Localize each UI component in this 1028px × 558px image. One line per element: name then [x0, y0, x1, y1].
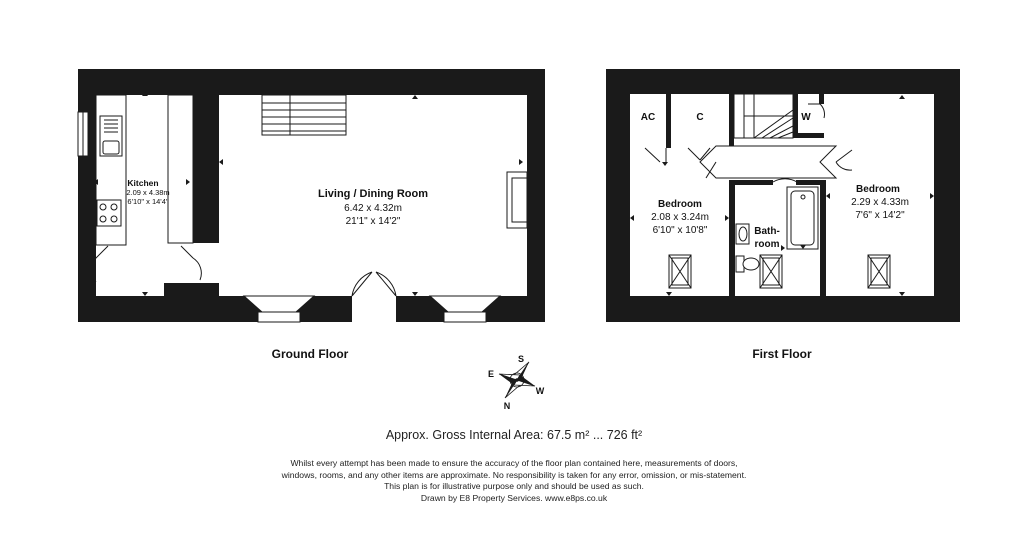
- ff-wall-left: [606, 69, 630, 322]
- ff-wall-ac-c: [666, 94, 671, 148]
- living-metric: 6.42 x 4.32m: [344, 203, 402, 214]
- bedroom2-imperial: 7'6" x 14'2": [855, 210, 905, 221]
- ff-wall-right: [934, 69, 960, 322]
- kitchen-counter-right: [168, 95, 193, 243]
- compass-e: E: [487, 369, 495, 379]
- kitchen-name: Kitchen: [127, 178, 159, 188]
- disclaimer-line: windows, rooms, and any other items are approximate. No responsibility is taken for any error, omission, or mis-statement.: [281, 469, 747, 480]
- ff-wall-c-stair: [729, 94, 734, 146]
- kitchen-imperial: 6'10" x 14'4": [127, 197, 169, 206]
- bedroom1-name: Bedroom: [658, 199, 702, 210]
- skylight-icon: [669, 255, 691, 288]
- skylight-icon: [868, 255, 890, 288]
- ac-label: AC: [640, 112, 656, 123]
- first-floor-plan: [606, 69, 960, 361]
- compass-n: N: [503, 401, 511, 411]
- bedroom2-name: Bedroom: [856, 184, 900, 195]
- landing-outline: [700, 146, 836, 178]
- staircase-icon: [262, 95, 346, 135]
- compass-icon: [499, 362, 535, 398]
- compass-w: W: [535, 386, 545, 396]
- ff-wall-bath-top: [729, 180, 773, 185]
- door-swing-icon: [773, 179, 797, 182]
- ff-wall-top: [606, 69, 960, 94]
- ff-wall-w-bottom: [793, 133, 824, 138]
- gf-wall-left: [78, 69, 96, 322]
- bedroom1-metric: 2.08 x 3.24m: [651, 212, 709, 223]
- w-label: W: [801, 112, 811, 123]
- door-swing-icon: [836, 150, 852, 170]
- gf-wall-internal-low: [193, 283, 219, 298]
- ff-wall-stair-w: [793, 94, 798, 138]
- gf-wall-stub: [164, 283, 196, 298]
- bedroom1-imperial: 6'10" x 10'8": [652, 225, 708, 236]
- c-label: C: [696, 112, 704, 123]
- gf-wall-top: [78, 69, 545, 95]
- ground-floor-plan: [78, 69, 545, 361]
- ground-floor-title: Ground Floor: [271, 347, 349, 361]
- gf-wall-internal: [193, 90, 219, 243]
- ff-wall-bath-top-r: [796, 180, 826, 185]
- kitchen-metric: 2.09 x 4.38m: [126, 188, 170, 197]
- ff-wall-bath-right: [820, 180, 826, 296]
- ff-wall-bath-left: [729, 180, 735, 296]
- bathroom-label-line2: room: [754, 239, 780, 250]
- door-swing-icon: [645, 148, 666, 162]
- disclaimer-line: This plan is for illustrative purpose only and should be used as such.: [384, 481, 644, 492]
- gf-wall-right: [527, 69, 545, 322]
- skylight-icon: [760, 255, 782, 288]
- ff-wall-w-right: [819, 94, 824, 104]
- hob-icon: [97, 200, 121, 226]
- gross-internal-area: Approx. Gross Internal Area: 67.5 m² ... 726 ft²: [385, 428, 643, 442]
- living-name: Living / Dining Room: [318, 188, 428, 200]
- disclaimer-line: Drawn by E8 Property Services. www.e8ps.co.uk: [420, 492, 608, 503]
- compass-s: S: [517, 354, 525, 364]
- bathroom-label-line1: Bath-: [754, 226, 780, 237]
- first-floor-title: First Floor: [752, 347, 812, 361]
- living-imperial: 21'1" x 14'2": [345, 216, 401, 227]
- disclaimer: [0, 458, 1028, 504]
- front-door-icon: [352, 272, 396, 322]
- disclaimer-line: Whilst every attempt has been made to ensure the accuracy of the floor plan contained here, measurements of doors,: [290, 458, 738, 468]
- ff-wall-bottom: [606, 296, 960, 322]
- bedroom2-metric: 2.29 x 4.33m: [851, 197, 909, 208]
- staircase-icon: [734, 94, 793, 138]
- door-swing-icon: [181, 246, 201, 280]
